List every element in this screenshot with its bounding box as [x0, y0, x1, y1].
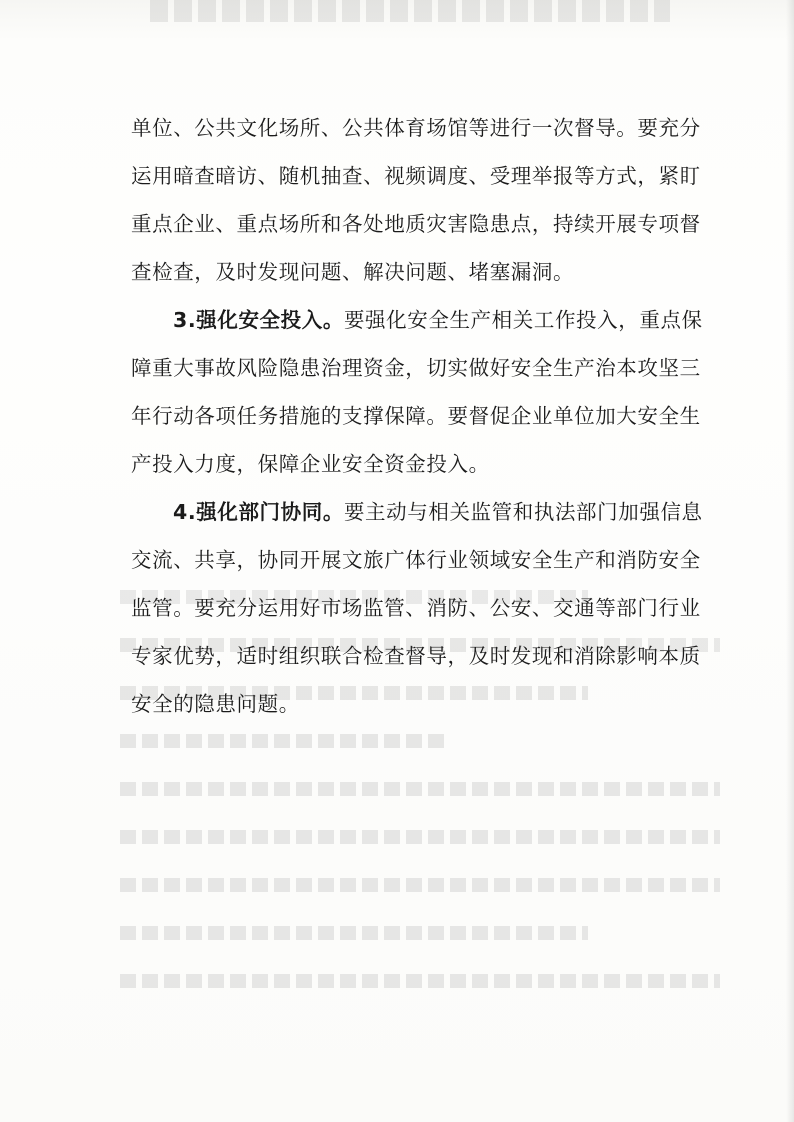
section-heading: 4.强化部门协同。	[173, 500, 344, 524]
show-through-line	[120, 734, 450, 748]
paragraph-line: 单位、公共文化场所、公共体育场馆等进行一次督导。要充分	[131, 116, 701, 140]
paragraph-line: 运用暗查暗访、随机抽查、视频调度、受理举报等方式，紧盯	[131, 164, 701, 188]
show-through-line	[120, 638, 720, 652]
section-text: 要主动与相关监管和执法部门加强信息	[343, 500, 703, 524]
show-through-line	[120, 686, 588, 700]
paragraph-line: 障重大事故风险隐患治理资金，切实做好安全生产治本攻坚三	[131, 356, 701, 380]
section-first-line	[131, 488, 711, 536]
show-through-line	[120, 830, 720, 844]
paragraph-line: 安全的隐患问题。	[131, 692, 300, 716]
paragraph-line: 交流、共享，协同开展文旅广体行业领域安全生产和消防安全	[131, 548, 701, 572]
paragraph-line: 监管。要充分运用好市场监管、消防、公安、交通等部门行业	[131, 596, 701, 620]
paragraph-line: 产投入力度，保障企业安全资金投入。	[131, 452, 490, 476]
show-through-line	[120, 782, 720, 796]
scan-edge-shadow	[786, 0, 794, 1122]
section-first-line	[131, 296, 711, 344]
section-text: 要强化安全生产相关工作投入，重点保	[343, 308, 703, 332]
show-through-bottom	[120, 590, 720, 1050]
paragraph-line: 年行动各项任务措施的支撑保障。要督促企业单位加大安全生	[131, 404, 701, 428]
show-through-line	[120, 878, 720, 892]
show-through-line	[120, 590, 588, 604]
show-through-line	[120, 974, 720, 988]
paragraph-line: 专家优势，适时组织联合检查督导，及时发现和消除影响本质	[131, 644, 701, 668]
section-heading: 3.强化安全投入。	[173, 308, 344, 332]
paragraph-line: 查检查，及时发现问题、解决问题、堵塞漏洞。	[131, 260, 575, 284]
show-through-top	[150, 0, 670, 22]
paragraph-line: 重点企业、重点场所和各处地质灾害隐患点，持续开展专项督	[131, 212, 701, 236]
show-through-line	[120, 926, 588, 940]
